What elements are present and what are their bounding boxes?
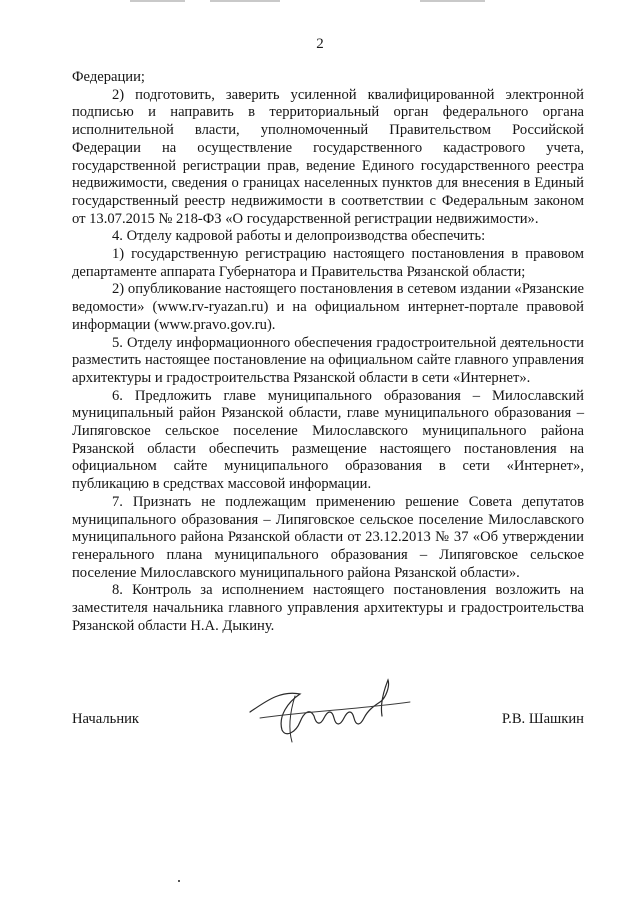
paragraph-section-8: 8. Контроль за исполнением настоящего постановления возложить на заместителя начальника главного управления архитектуры и градостроительства Рязанской области Н.А. Дыкину. bbox=[72, 582, 584, 634]
scan-artifact-dot bbox=[178, 880, 180, 882]
paragraph-section-4-item-1: 1) государственную регистрацию настоящего постановления в правовом департаменте аппарата Губернатора и Правительства Рязанской области; bbox=[72, 246, 584, 280]
scan-artifact bbox=[420, 0, 485, 2]
paragraph-section-6: 6. Предложить главе муниципального образования – Милославский муниципальный район Рязанской области, главе муниципального образования – Липяговское сельское поселение Милославского муниципального района Рязанской области обеспечить размещение настоящего постановления на официальном сайте муниципального образования в сети «Интернет», публикацию в средствах массовой информации. bbox=[72, 387, 584, 493]
scan-artifact bbox=[130, 0, 185, 2]
signatory-name: Р.В. Шашкин bbox=[501, 711, 584, 727]
paragraph-section-5: 5. Отделу информационного обеспечения градостроительной деятельности разместить настоящее постановление на официальном сайте главного управления архитектуры и градостроительства Рязанской области в сети «Интернет». bbox=[72, 334, 584, 386]
page-number: 2 bbox=[316, 36, 324, 52]
signatory-position: Начальник bbox=[72, 711, 140, 727]
document-body bbox=[72, 69, 584, 636]
paragraph-section-7: 7. Признать не подлежащим применению решение Совета депутатов муниципального образования – Липяговское сельское поселение Милославского муниципального района Рязанской области от 23.12.2013 № 37 «Об утверждении генерального плана муниципального образования – Липяговское сельское поселение Милославского муниципального района Рязанской области». bbox=[72, 493, 584, 581]
paragraph-section-4-item-2: 2) опубликование настоящего постановления в сетевом издании «Рязанские ведомости» (www.rv-ryazan.ru) и на официальном интернет-портале правовой информации (www.pravo.gov.ru). bbox=[72, 281, 584, 333]
scan-artifact bbox=[210, 0, 280, 2]
paragraph-section-4: 4. Отделу кадровой работы и делопроизводства обеспечить: bbox=[112, 228, 486, 245]
paragraph-item-2: 2) подготовить, заверить усиленной квалифицированной электронной подписью и направить в территориальный орган федерального органа исполнительной власти, уполномоченный Правительством Российской Федерации на осуществление государственного кадастрового учета, государственной регистрации прав, ведение Единого государственного реестра недвижимости, сведения о границах населенных пунктов для внесения в Единый государственный реестр недвижимости в соответствии с Федеральным законом от 13.07.2015 № 218-ФЗ «О государственной регистрации недвижимости». bbox=[72, 86, 584, 227]
paragraph-continuation: Федерации; bbox=[72, 69, 145, 85]
signature-block bbox=[72, 711, 584, 731]
